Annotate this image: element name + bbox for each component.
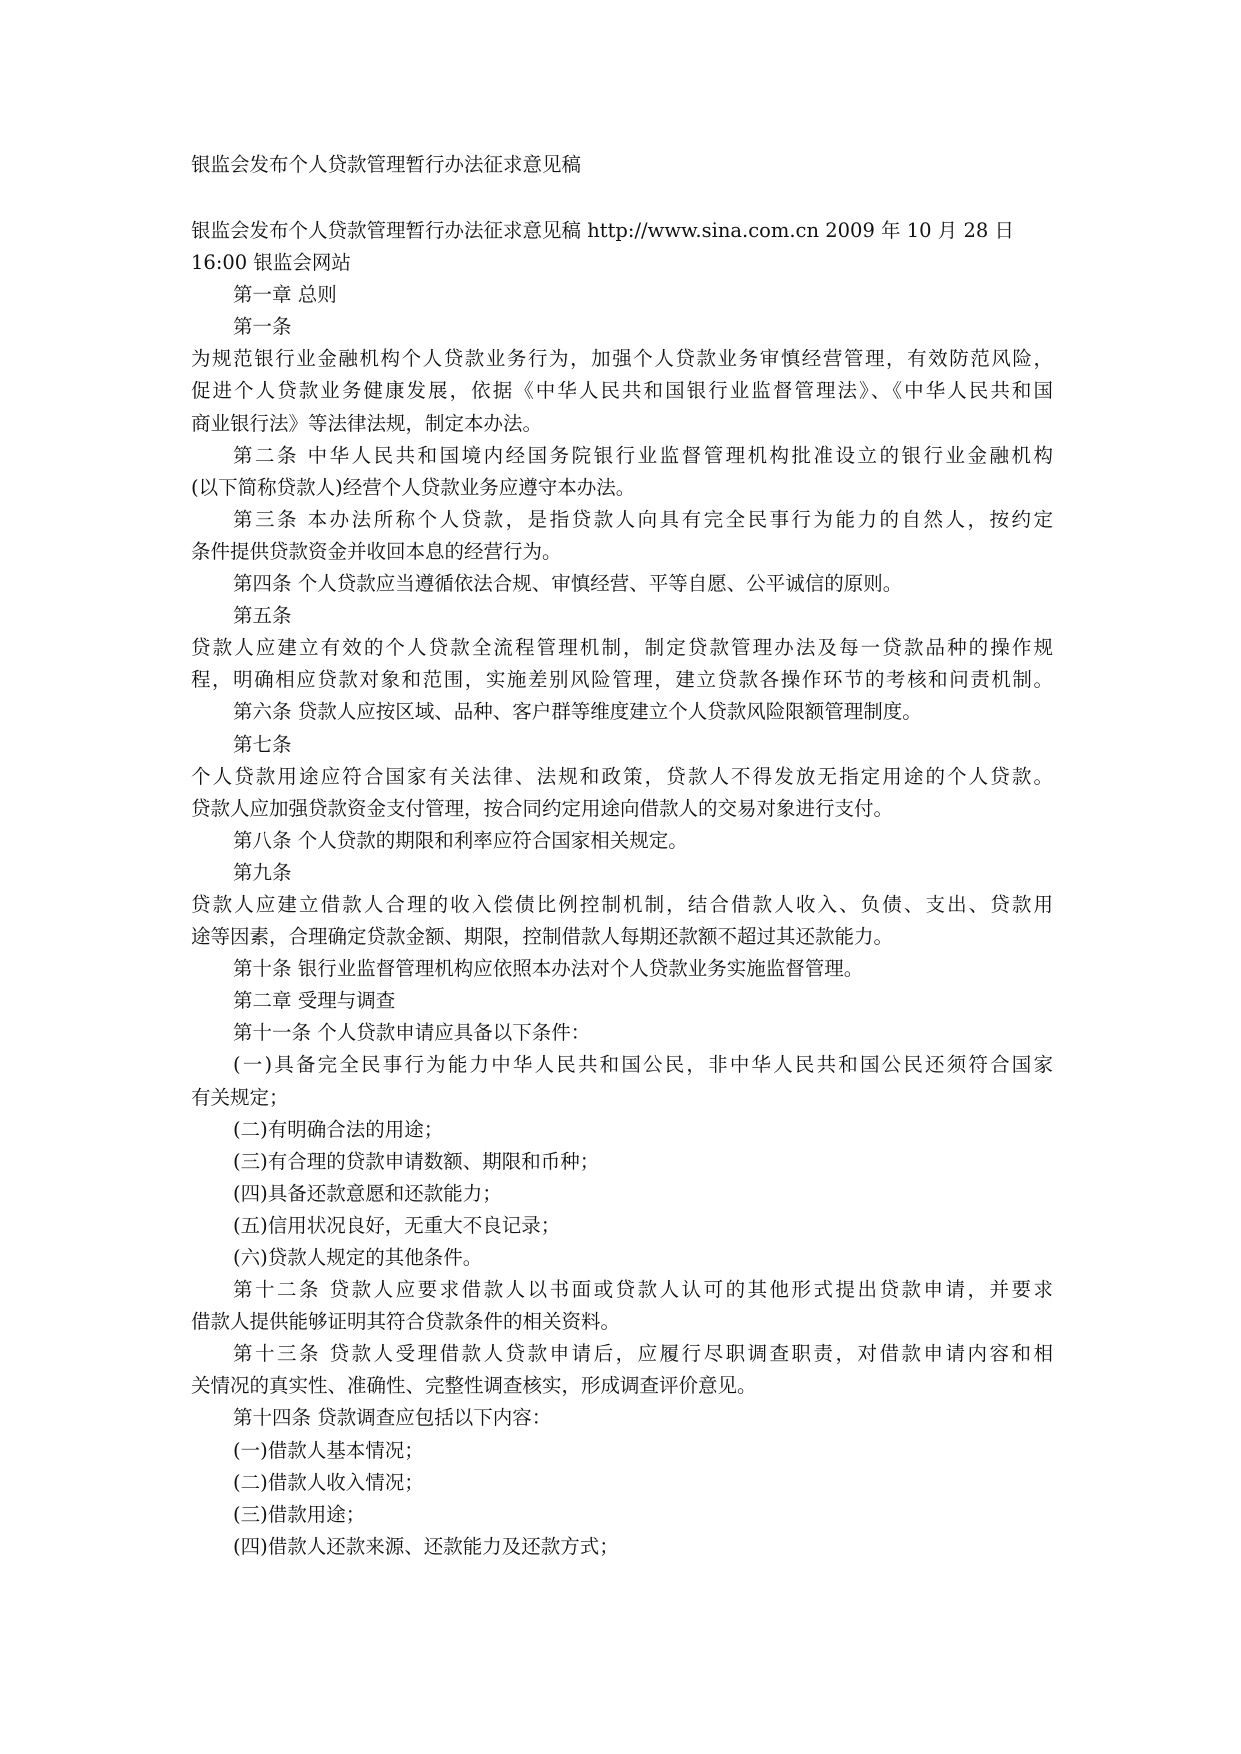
text-line: 条件提供贷款资金并收回本息的经营行为。 (191, 539, 562, 563)
document-text (191, 215, 1053, 1563)
text-line: 商业银行法》等法律法规，制定本办法。 (191, 411, 543, 435)
text-line: 有关规定； (191, 1085, 289, 1109)
text-line: 贷款人应建立借款人合理的收入偿债比例控制机制，结合借款人收入、负债、支出、贷款用 (191, 892, 1053, 916)
text-line: 第一条 (233, 315, 292, 339)
text-line: 第三条 本办法所称个人贷款，是指贷款人向具有完全民事行为能力的自然人，按约定 (233, 507, 1053, 531)
text-line: 个人贷款用途应符合国家有关法律、法规和政策，贷款人不得发放无指定用途的个人贷款。 (191, 764, 1053, 788)
text-line: 第十一条 个人贷款申请应具备以下条件： (233, 1021, 591, 1045)
text-line: 第七条 (233, 732, 292, 756)
text-line: (六)贷款人规定的其他条件。 (233, 1246, 483, 1269)
text-line: (以下简称贷款人)经营个人贷款业务应遵守本办法。 (191, 475, 636, 499)
text-line: (二)借款人收入情况； (233, 1470, 424, 1494)
text-line: (一)具备完全民事行为能力中华人民共和国公民，非中华人民共和国公民还须符合国家 (233, 1053, 1053, 1077)
text-line: 第十条 银行业监督管理机构应依照本办法对个人贷款业务实施监督管理。 (233, 957, 864, 981)
text-line: 第五条 (233, 604, 292, 628)
document-body (191, 148, 1053, 1563)
text-line: (四)借款人还款来源、还款能力及还款方式； (233, 1534, 619, 1558)
text-line: 第十二条 贷款人应要求借款人以书面或贷款人认可的其他形式提出贷款申请，并要求 (233, 1278, 1053, 1302)
text-line: (三)借款用途； (233, 1502, 366, 1526)
text-line: 程，明确相应贷款对象和范围，实施差别风险管理，建立贷款各操作环节的考核和问责机制。 (191, 668, 1053, 692)
text-line: 贷款人应建立有效的个人贷款全流程管理机制，制定贷款管理办法及每一贷款品种的操作规 (191, 636, 1053, 660)
text-line: 关情况的真实性、准确性、完整性调查核实，形成调查评价意见。 (191, 1374, 757, 1398)
document-title: 银监会发布个人贷款管理暂行办法征求意见稿 (191, 153, 582, 176)
text-line: 为规范银行业金融机构个人贷款业务行为，加强个人贷款业务审慎经营管理，有效防范风险， (191, 347, 1053, 371)
text-line: 第十四条 贷款调查应包括以下内容： (233, 1406, 552, 1430)
text-line: 借款人提供能够证明其符合贷款条件的相关资料。 (191, 1310, 621, 1334)
text-line: 第十三条 贷款人受理借款人贷款申请后，应履行尽职调查职责，对借款申请内容和相 (233, 1342, 1053, 1366)
text-line: 第二条 中华人民共和国境内经国务院银行业监督管理机构批准设立的银行业金融机构 (233, 443, 1053, 467)
text-line: 第八条 个人贷款的期限和利率应符合国家相关规定。 (233, 828, 688, 852)
text-line: (二)有明确合法的用途； (233, 1117, 444, 1141)
text-line: 第四条 个人贷款应当遵循依法合规、审慎经营、平等自愿、公平诚信的原则。 (233, 572, 903, 596)
text-line: 第二章 受理与调查 (233, 989, 396, 1013)
text-line: 第一章 总则 (233, 283, 337, 307)
title-spacer (191, 182, 1053, 215)
text-line: (一)借款人基本情况； (233, 1438, 424, 1462)
text-line: 贷款人应加强贷款资金支付管理，按合同约定用途向借款人的交易对象进行支付。 (191, 796, 894, 820)
text-line: (三)有合理的贷款申请数额、期限和币种； (233, 1149, 600, 1173)
text-line: (五)信用状况良好，无重大不良记录； (233, 1213, 561, 1237)
text-line: 途等因素，合理确定贷款金额、期限，控制借款人每期还款额不超过其还款能力。 (191, 925, 894, 949)
text-line: 第九条 (233, 860, 292, 884)
text-line: 促进个人贷款业务健康发展，依据《中华人民共和国银行业监督管理法》、《中华人民共和国 (191, 379, 1053, 403)
text-line: 银监会发布个人贷款管理暂行办法征求意见稿 http://www.sina.com.cn 2009 年 10 月 28 日 (191, 219, 1014, 242)
text-line: 16:00 银监会网站 (191, 251, 351, 275)
text-line: 第六条 贷款人应按区域、品种、客户群等维度建立个人贷款风险限额管理制度。 (233, 700, 922, 724)
text-line: (四)具备还款意愿和还款能力； (233, 1181, 502, 1205)
